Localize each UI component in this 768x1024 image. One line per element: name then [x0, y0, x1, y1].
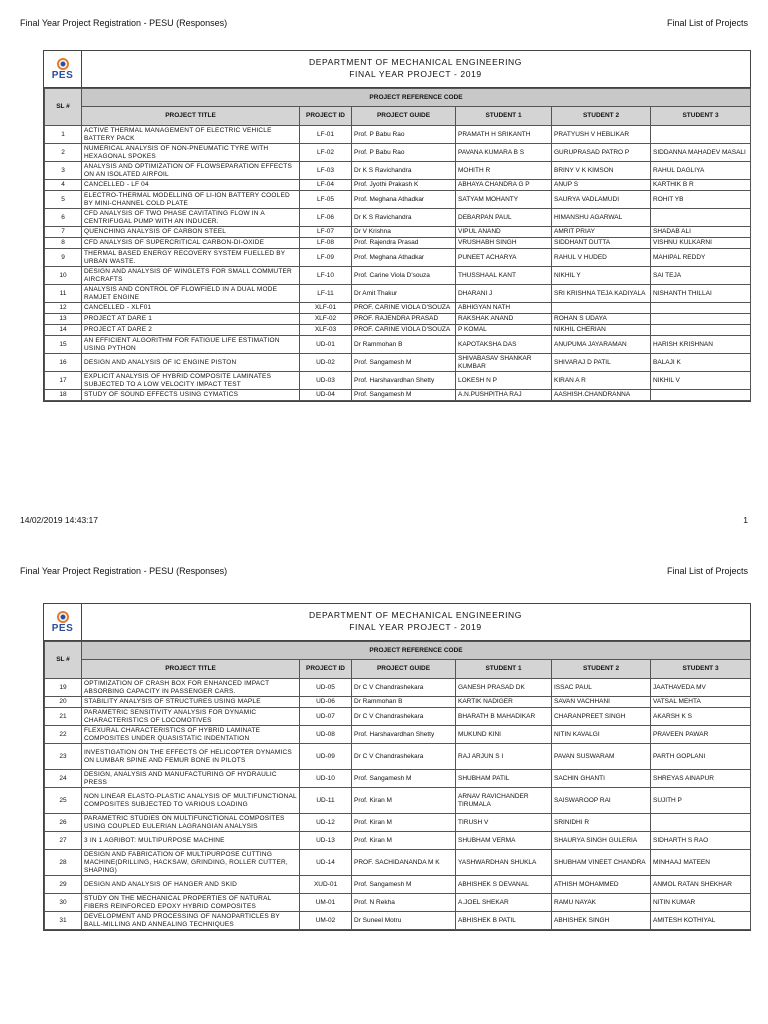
row-sl: 21	[45, 708, 82, 726]
row-student-1: ABHIGYAN NATH	[456, 303, 552, 314]
table-row	[45, 227, 751, 238]
row-student-2: BRINY V K KIMSON	[552, 162, 651, 180]
row-student-1: SHUBHAM VERMA	[456, 832, 552, 850]
row-sl: 8	[45, 238, 82, 249]
project-year-title: FINAL YEAR PROJECT - 2019	[349, 69, 482, 79]
row-sl: 19	[45, 679, 82, 697]
row-project-id: UD-14	[300, 850, 352, 876]
row-student-2: SHAURYA SINGH GULERIA	[552, 832, 651, 850]
pes-logo	[44, 604, 82, 640]
row-sl: 26	[45, 814, 82, 832]
row-sl: 1	[45, 126, 82, 144]
pes-emblem-icon	[57, 611, 69, 623]
table-row	[45, 238, 751, 249]
row-student-1: TIRUSH V	[456, 814, 552, 832]
row-guide: Dr C V Chandrashekara	[352, 679, 456, 697]
row-student-1: PUNEET ACHARYA	[456, 249, 552, 267]
row-student-3	[651, 314, 751, 325]
row-guide: Dr C V Chandrashekara	[352, 708, 456, 726]
row-student-3: ANMOL RATAN SHEKHAR	[651, 876, 751, 894]
row-student-3: JAATHAVEDA MV	[651, 679, 751, 697]
row-title: NON LINEAR ELASTO-PLASTIC ANALYSIS OF MULTIFUNCTIONAL COMPOSITES SUBJECTED TO VARIOUS LOADING	[82, 788, 300, 814]
row-guide: Dr V Krishna	[352, 227, 456, 238]
table-row	[45, 336, 751, 354]
col-project-id: PROJECT ID	[300, 107, 352, 126]
row-guide: Dr Amit Thakur	[352, 285, 456, 303]
row-student-1: ABHISHEK S DEVANAL	[456, 876, 552, 894]
row-student-1: GANESH PRASAD DK	[456, 679, 552, 697]
row-student-3: VISHNU KULKARNI	[651, 238, 751, 249]
row-project-id: LF-02	[300, 144, 352, 162]
row-student-2: SAURYA VADLAMUDI	[552, 191, 651, 209]
row-student-2: SRI KRISHNA TEJA KADIYALA	[552, 285, 651, 303]
table-row	[45, 191, 751, 209]
row-student-3: MINHAAJ MATEEN	[651, 850, 751, 876]
row-student-1: VRUSHABH SINGH	[456, 238, 552, 249]
row-guide: Dr K S Ravichandra	[352, 162, 456, 180]
row-title: CANCELLED - XLF01	[82, 303, 300, 314]
row-title: AN EFFICIENT ALGORITHM FOR FATIGUE LIFE ESTIMATION USING PYTHON	[82, 336, 300, 354]
row-student-2: AMRIT PRIAY	[552, 227, 651, 238]
row-guide: Prof. Sangamesh M	[352, 876, 456, 894]
table-row	[45, 126, 751, 144]
row-title: DESIGN AND ANALYSIS OF IC ENGINE PISTON	[82, 354, 300, 372]
row-sl: 27	[45, 832, 82, 850]
row-sl: 14	[45, 325, 82, 336]
table-row	[45, 894, 751, 912]
row-project-id: LF-03	[300, 162, 352, 180]
row-student-1: LOKESH N P	[456, 372, 552, 390]
row-title: NUMERICAL ANALYSIS OF NON-PNEUMATIC TYRE WITH HEXAGONAL SPOKES	[82, 144, 300, 162]
row-student-1: MOHITH R	[456, 162, 552, 180]
row-student-2: RAHUL V HUDED	[552, 249, 651, 267]
row-sl: 30	[45, 894, 82, 912]
row-project-id: LF-05	[300, 191, 352, 209]
banner	[44, 604, 750, 641]
row-student-2: SACHIN GHANTI	[552, 770, 651, 788]
row-guide: Dr K S Ravichandra	[352, 209, 456, 227]
row-student-3	[651, 814, 751, 832]
page-header-right: Final List of Projects	[666, 18, 748, 28]
row-student-2: RAMU NAYAK	[552, 894, 651, 912]
row-sl: 29	[45, 876, 82, 894]
row-title: DEVELOPMENT AND PROCESSING OF NANOPARTICLES BY BALL-MILLING AND ANNEALING TECHNIQUES	[82, 912, 300, 930]
row-student-2: ABHISHEK SINGH	[552, 912, 651, 930]
row-sl: 18	[45, 390, 82, 401]
row-guide: Prof. Jyothi Prakash K	[352, 180, 456, 191]
row-student-2: KIRAN A R	[552, 372, 651, 390]
row-student-3: VATSAL MEHTA	[651, 697, 751, 708]
page-header-title: Final Year Project Registration - PESU (Responses)	[20, 566, 228, 576]
row-guide: Prof. Sangamesh M	[352, 354, 456, 372]
row-project-id: XLF-02	[300, 314, 352, 325]
table-row	[45, 372, 751, 390]
row-title: EXPLICIT ANALYSIS OF HYBRID COMPOSITE LAMINATES SUBJECTED TO A LOW VELOCITY IMPACT TEST	[82, 372, 300, 390]
row-student-1: YASHWARDHAN SHUKLA	[456, 850, 552, 876]
row-student-2: CHARANPREET SINGH	[552, 708, 651, 726]
table-body-2	[45, 679, 751, 930]
row-project-id: UD-12	[300, 814, 352, 832]
department-title: DEPARTMENT OF MECHANICAL ENGINEERING	[308, 610, 523, 620]
row-student-2	[552, 303, 651, 314]
row-title: DESIGN AND ANALYSIS OF WINGLETS FOR SMALL COMMUTER AIRCRAFTS	[82, 267, 300, 285]
row-title: ACTIVE THERMAL MANAGEMENT OF ELECTRIC VEHICLE BATTERY PACK	[82, 126, 300, 144]
row-project-id: UD-06	[300, 697, 352, 708]
row-student-2: HIMANSHU AGARWAL	[552, 209, 651, 227]
row-title: ANALYSIS AND CONTROL OF FLOWFIELD IN A DUAL MODE RAMJET ENGINE	[82, 285, 300, 303]
row-student-1: RAJ ARJUN S I	[456, 744, 552, 770]
col-guide: PROJECT GUIDE	[352, 107, 456, 126]
col-ref-code: PROJECT REFERENCE CODE	[82, 642, 751, 660]
row-guide: PROF. CARINE VIOLA D'SOUZA	[352, 325, 456, 336]
row-student-3: BALAJI K	[651, 354, 751, 372]
col-title: PROJECT TITLE	[82, 107, 300, 126]
table-row	[45, 162, 751, 180]
row-student-3: PARTH GOPLANI	[651, 744, 751, 770]
table-row	[45, 285, 751, 303]
row-project-id: LF-04	[300, 180, 352, 191]
row-title: DESIGN AND ANALYSIS OF HANGER AND SKID	[82, 876, 300, 894]
table-row	[45, 180, 751, 191]
row-student-3: NISHANTH THILLAI	[651, 285, 751, 303]
page-header-right: Final List of Projects	[666, 566, 748, 576]
col-title: PROJECT TITLE	[82, 660, 300, 679]
table-row	[45, 697, 751, 708]
row-guide: Prof. Kiran M	[352, 832, 456, 850]
row-student-3: RAHUL DAGLIYA	[651, 162, 751, 180]
row-student-3: SIDDANNA MAHADEV MASALI	[651, 144, 751, 162]
print-timestamp: 14/02/2019 14:43:17	[20, 515, 98, 525]
page-header-title: Final Year Project Registration - PESU (Responses)	[20, 18, 228, 28]
row-project-id: XLF-01	[300, 303, 352, 314]
row-student-1: DEBARPAN PAUL	[456, 209, 552, 227]
row-guide: Prof. P Babu Rao	[352, 144, 456, 162]
row-project-id: UD-03	[300, 372, 352, 390]
row-student-2: NIKHIL Y	[552, 267, 651, 285]
row-project-id: UD-10	[300, 770, 352, 788]
row-project-id: LF-08	[300, 238, 352, 249]
row-student-3: KARTHIK B R	[651, 180, 751, 191]
row-sl: 17	[45, 372, 82, 390]
row-title: 3 IN 1 AGRIBOT: MULTIPURPOSE MACHINE	[82, 832, 300, 850]
table-row	[45, 814, 751, 832]
row-title: INVESTIGATION ON THE EFFECTS OF HELICOPTER DYNAMICS ON LUMBAR SPINE AND FEMUR BONE IN PILOTS	[82, 744, 300, 770]
row-title: FLEXURAL CHARACTERISTICS OF HYBRID LAMINATE COMPOSITES UNDER QUASISTATIC INDENTATION	[82, 726, 300, 744]
row-sl: 7	[45, 227, 82, 238]
row-project-id: XLF-03	[300, 325, 352, 336]
table-row	[45, 770, 751, 788]
row-project-id: UD-08	[300, 726, 352, 744]
row-sl: 9	[45, 249, 82, 267]
row-sl: 5	[45, 191, 82, 209]
banner	[44, 51, 750, 88]
row-student-2: SHIVARAJ D PATIL	[552, 354, 651, 372]
row-guide: Prof. Meghana Athadkar	[352, 249, 456, 267]
row-sl: 12	[45, 303, 82, 314]
row-project-id: UD-02	[300, 354, 352, 372]
row-sl: 3	[45, 162, 82, 180]
row-student-1: ARNAV RAVICHANDER TIRUMALA	[456, 788, 552, 814]
row-guide: Dr Rammohan B	[352, 697, 456, 708]
row-project-id: UD-09	[300, 744, 352, 770]
row-student-3	[651, 126, 751, 144]
row-project-id: UM-02	[300, 912, 352, 930]
table-row	[45, 788, 751, 814]
page-number: 1	[743, 515, 748, 525]
row-project-id: XUD-01	[300, 876, 352, 894]
table-row	[45, 144, 751, 162]
row-student-1: THUSSHAAL KANT	[456, 267, 552, 285]
banner-titles	[81, 604, 750, 640]
row-student-1: PRAMATH H SRIKANTH	[456, 126, 552, 144]
row-student-3: AMITESH KOTHIYAL	[651, 912, 751, 930]
row-guide: Dr C V Chandrashekara	[352, 744, 456, 770]
row-project-id: UM-01	[300, 894, 352, 912]
row-student-2: ATHISH MOHAMMED	[552, 876, 651, 894]
row-project-id: UD-07	[300, 708, 352, 726]
table-row	[45, 832, 751, 850]
row-student-1: BHARATH B MAHADIKAR	[456, 708, 552, 726]
logo-text: PES	[51, 622, 74, 634]
row-title: STUDY OF SOUND EFFECTS USING CYMATICS	[82, 390, 300, 401]
row-guide: Prof. Sangamesh M	[352, 390, 456, 401]
table-row	[45, 325, 751, 336]
row-guide: Prof. Kiran M	[352, 814, 456, 832]
row-student-1: ABHAYA CHANDRA G P	[456, 180, 552, 191]
row-guide: Prof. Harshavardhan Shetty	[352, 372, 456, 390]
row-student-3: ROHIT YB	[651, 191, 751, 209]
row-guide: PROF. CARINE VIOLA D'SOUZA	[352, 303, 456, 314]
col-student-2: STUDENT 2	[552, 660, 651, 679]
col-project-id: PROJECT ID	[300, 660, 352, 679]
row-student-3: HARISH KRISHNAN	[651, 336, 751, 354]
row-student-2: SAISWAROOP RAI	[552, 788, 651, 814]
row-guide: Prof. Rajendra Prasad	[352, 238, 456, 249]
row-sl: 24	[45, 770, 82, 788]
row-student-2: NITIN KAVALGI	[552, 726, 651, 744]
row-sl: 22	[45, 726, 82, 744]
row-student-2: ISSAC PAUL	[552, 679, 651, 697]
row-title: ELECTRO-THERMAL MODELLING OF LI-ION BATTERY COOLED BY MINI-CHANNEL COLD PLATE	[82, 191, 300, 209]
table-row	[45, 876, 751, 894]
row-student-3	[651, 325, 751, 336]
row-student-2: ANUP S	[552, 180, 651, 191]
row-title: ANALYSIS AND OPTIMIZATION OF FLOWSEPARATION EFFECTS ON AN ISOLATED AIRFOIL	[82, 162, 300, 180]
table-row	[45, 354, 751, 372]
row-sl: 13	[45, 314, 82, 325]
row-guide: Prof. N Rekha	[352, 894, 456, 912]
row-student-3: SAI TEJA	[651, 267, 751, 285]
department-title: DEPARTMENT OF MECHANICAL ENGINEERING	[308, 57, 523, 67]
table-row	[45, 850, 751, 876]
row-sl: 2	[45, 144, 82, 162]
row-student-1: MUKUND KINI	[456, 726, 552, 744]
row-student-3	[651, 303, 751, 314]
row-student-2: PAVAN SUSWARAM	[552, 744, 651, 770]
row-guide: Prof. Kiran M	[352, 788, 456, 814]
row-student-1: RAKSHAK ANAND	[456, 314, 552, 325]
row-title: PARAMETRIC STUDIES ON MULTIFUNCTIONAL COMPOSITES USING COUPLED EULERIAN LAGRANGIAN ANALYSIS	[82, 814, 300, 832]
table-body-1	[45, 126, 751, 401]
row-student-2: SIDDHANT DUTTA	[552, 238, 651, 249]
col-student-1: STUDENT 1	[456, 660, 552, 679]
row-sl: 23	[45, 744, 82, 770]
row-student-3: PRAVEEN PAWAR	[651, 726, 751, 744]
table-row	[45, 390, 751, 401]
row-student-2: GURUPRASAD PATRO P	[552, 144, 651, 162]
page-2	[0, 548, 768, 1024]
col-student-2: STUDENT 2	[552, 107, 651, 126]
projects-table	[44, 88, 751, 401]
row-sl: 25	[45, 788, 82, 814]
pes-logo	[44, 51, 82, 87]
row-student-1: P KOMAL	[456, 325, 552, 336]
row-student-2: NIKHIL CHERIAN	[552, 325, 651, 336]
row-title: STABILITY ANALYSIS OF STRUCTURES USING MAPLE	[82, 697, 300, 708]
row-sl: 16	[45, 354, 82, 372]
row-title: CANCELLED - LF 04	[82, 180, 300, 191]
row-student-1: PAVANA KUMARA B S	[456, 144, 552, 162]
row-sl: 31	[45, 912, 82, 930]
row-title: THERMAL BASED ENERGY RECOVERY SYSTEM FUELLED BY URBAN WASTE.	[82, 249, 300, 267]
table-row	[45, 679, 751, 697]
col-sl: SL #	[45, 642, 82, 679]
table-row	[45, 314, 751, 325]
row-student-2: SHUBHAM VINEET CHANDRA	[552, 850, 651, 876]
row-project-id: LF-06	[300, 209, 352, 227]
row-project-id: LF-01	[300, 126, 352, 144]
row-project-id: LF-07	[300, 227, 352, 238]
row-student-1: SHIVABASAV SHANKAR KUMBAR	[456, 354, 552, 372]
table-row	[45, 267, 751, 285]
row-sl: 15	[45, 336, 82, 354]
row-sl: 4	[45, 180, 82, 191]
col-student-3: STUDENT 3	[651, 660, 751, 679]
row-student-2: SAVAN VACHHANI	[552, 697, 651, 708]
col-sl: SL #	[45, 89, 82, 126]
row-student-1: DHARANI J	[456, 285, 552, 303]
table-row	[45, 726, 751, 744]
row-project-id: UD-11	[300, 788, 352, 814]
row-student-3: SHREYAS AINAPUR	[651, 770, 751, 788]
row-title: STUDY ON THE MECHANICAL PROPERTIES OF NATURAL FIBERS REINFORCED EPOXY HYBRID COMPOSITES	[82, 894, 300, 912]
project-sheet-2	[43, 603, 751, 931]
table-row	[45, 209, 751, 227]
row-project-id: UD-04	[300, 390, 352, 401]
row-project-id: UD-01	[300, 336, 352, 354]
row-student-2: ROHAN S UDAYA	[552, 314, 651, 325]
col-guide: PROJECT GUIDE	[352, 660, 456, 679]
row-title: PROJECT AT DARE 1	[82, 314, 300, 325]
row-guide: Prof. Meghana Athadkar	[352, 191, 456, 209]
row-project-id: LF-11	[300, 285, 352, 303]
row-guide: Prof. P Babu Rao	[352, 126, 456, 144]
row-title: CFD ANALYSIS OF SUPERCRITICAL CARBON-DI-OXIDE	[82, 238, 300, 249]
row-student-1: ABHISHEK B PATIL	[456, 912, 552, 930]
row-student-3: NITIN KUMAR	[651, 894, 751, 912]
table-row	[45, 744, 751, 770]
row-guide: PROF. SACHIDANANDA M K	[352, 850, 456, 876]
project-year-title: FINAL YEAR PROJECT - 2019	[349, 622, 482, 632]
row-student-2: AASHISH.CHANDRANNA	[552, 390, 651, 401]
pes-emblem-icon	[57, 58, 69, 70]
row-student-3: NIKHIL V	[651, 372, 751, 390]
row-sl: 11	[45, 285, 82, 303]
row-guide: PROF. RAJENDRA PRASAD	[352, 314, 456, 325]
row-guide: Prof. Sangamesh M	[352, 770, 456, 788]
row-student-3: MAHIPAL REDDY	[651, 249, 751, 267]
row-student-1: SATYAM MOHANTY	[456, 191, 552, 209]
projects-table	[44, 641, 751, 930]
row-project-id: LF-09	[300, 249, 352, 267]
row-student-1: KAPOTAKSHA DAS	[456, 336, 552, 354]
col-student-1: STUDENT 1	[456, 107, 552, 126]
table-row	[45, 303, 751, 314]
table-row	[45, 708, 751, 726]
col-ref-code: PROJECT REFERENCE CODE	[82, 89, 751, 107]
row-student-1: A.JOEL SHEKAR	[456, 894, 552, 912]
row-guide: Prof. Carine Viola D'souza	[352, 267, 456, 285]
row-student-1: VIPUL ANAND	[456, 227, 552, 238]
row-project-id: LF-10	[300, 267, 352, 285]
row-guide: Dr Rammohan B	[352, 336, 456, 354]
row-student-2: SRINIDHI R	[552, 814, 651, 832]
row-project-id: UD-13	[300, 832, 352, 850]
row-student-3: SHADAB ALI	[651, 227, 751, 238]
row-title: DESIGN, ANALYSIS AND MANUFACTURING OF HYDRAULIC PRESS	[82, 770, 300, 788]
row-student-2: ANUPUMA JAYARAMAN	[552, 336, 651, 354]
table-row	[45, 912, 751, 930]
row-sl: 28	[45, 850, 82, 876]
logo-text: PES	[51, 69, 74, 81]
row-project-id: UD-05	[300, 679, 352, 697]
col-student-3: STUDENT 3	[651, 107, 751, 126]
row-student-1: KARTIK NADIGER	[456, 697, 552, 708]
row-student-3: SIDHARTH S RAO	[651, 832, 751, 850]
project-sheet-1	[43, 50, 751, 402]
row-student-2: PRATYUSH V HEBLIKAR	[552, 126, 651, 144]
row-student-1: A.N.PUSHPITHA RAJ	[456, 390, 552, 401]
row-title: OPTIMIZATION OF CRASH BOX FOR ENHANCED IMPACT ABSORBING CAPACITY IN PASSENGER CARS.	[82, 679, 300, 697]
row-sl: 20	[45, 697, 82, 708]
row-title: QUENCHING ANALYSIS OF CARBON STEEL	[82, 227, 300, 238]
row-title: PARAMETRIC SENSITIVITY ANALYSIS FOR DYNAMIC CHARACTERISTICS OF LOCOMOTIVES	[82, 708, 300, 726]
row-student-3	[651, 390, 751, 401]
row-title: DESIGN AND FABRICATION OF MULTIPURPOSE CUTTING MACHINE(DRILLING, HACKSAW, GRINDING, ROLLER CUTTER, SHAPING)	[82, 850, 300, 876]
row-title: CFD ANALYSIS OF TWO PHASE CAVITATING FLOW IN A CENTRIFUGAL PUMP WITH AN INDUCER.	[82, 209, 300, 227]
row-student-3: AKARSH K S	[651, 708, 751, 726]
banner-titles	[81, 51, 750, 87]
row-guide: Dr Suneel Motru	[352, 912, 456, 930]
row-guide: Prof. Harshavardhan Shetty	[352, 726, 456, 744]
row-student-1: SHUBHAM PATIL	[456, 770, 552, 788]
row-student-3	[651, 209, 751, 227]
row-sl: 10	[45, 267, 82, 285]
row-student-3: SUJITH P	[651, 788, 751, 814]
row-title: PROJECT AT DARE 2	[82, 325, 300, 336]
row-sl: 6	[45, 209, 82, 227]
table-row	[45, 249, 751, 267]
